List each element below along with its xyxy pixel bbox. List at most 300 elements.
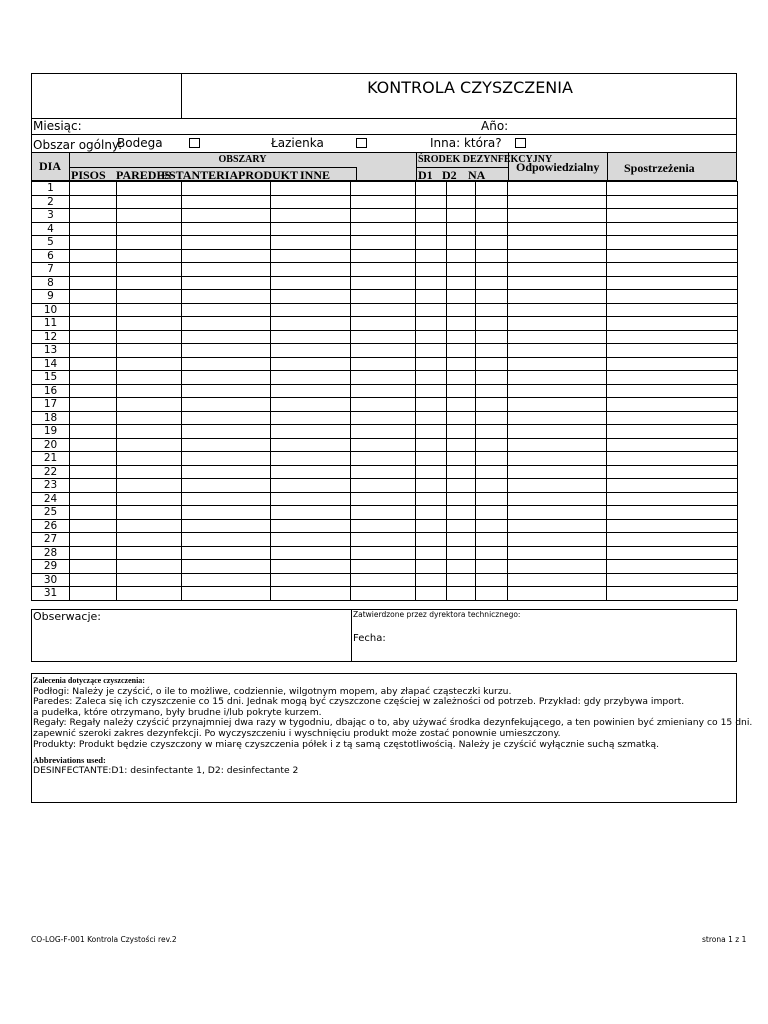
entry-cell[interactable] <box>117 519 182 533</box>
entry-cell[interactable] <box>117 560 182 574</box>
entry-cell[interactable] <box>271 249 351 263</box>
entry-cell[interactable] <box>351 425 416 439</box>
entry-cell[interactable] <box>70 587 117 601</box>
entry-cell[interactable] <box>182 344 271 358</box>
entry-cell[interactable] <box>117 398 182 412</box>
entry-cell[interactable] <box>70 222 117 236</box>
entry-cell[interactable] <box>351 465 416 479</box>
entry-cell[interactable] <box>447 573 476 587</box>
entry-cell[interactable] <box>416 344 447 358</box>
entry-cell[interactable] <box>476 344 508 358</box>
entry-cell[interactable] <box>476 303 508 317</box>
entry-cell[interactable] <box>447 222 476 236</box>
entry-cell[interactable] <box>271 384 351 398</box>
entry-cell[interactable] <box>447 249 476 263</box>
entry-cell[interactable] <box>476 384 508 398</box>
entry-cell[interactable] <box>70 465 117 479</box>
entry-cell[interactable] <box>607 371 738 385</box>
entry-cell[interactable] <box>476 317 508 331</box>
entry-cell[interactable] <box>117 249 182 263</box>
entry-cell[interactable] <box>607 384 738 398</box>
entry-cell[interactable] <box>351 371 416 385</box>
entry-cell[interactable] <box>271 195 351 209</box>
entry-cell[interactable] <box>117 546 182 560</box>
entry-cell[interactable] <box>182 411 271 425</box>
entry-cell[interactable] <box>508 249 607 263</box>
entry-cell[interactable] <box>271 276 351 290</box>
entry-cell[interactable] <box>508 357 607 371</box>
entry-cell[interactable] <box>476 533 508 547</box>
entry-cell[interactable] <box>271 546 351 560</box>
entry-cell[interactable] <box>70 573 117 587</box>
entry-cell[interactable] <box>271 492 351 506</box>
entry-cell[interactable] <box>447 290 476 304</box>
entry-cell[interactable] <box>182 249 271 263</box>
entry-cell[interactable] <box>182 452 271 466</box>
entry-cell[interactable] <box>508 371 607 385</box>
entry-cell[interactable] <box>351 533 416 547</box>
entry-cell[interactable] <box>70 519 117 533</box>
entry-cell[interactable] <box>182 492 271 506</box>
entry-cell[interactable] <box>70 560 117 574</box>
entry-cell[interactable] <box>607 533 738 547</box>
entry-cell[interactable] <box>476 560 508 574</box>
entry-cell[interactable] <box>70 344 117 358</box>
entry-cell[interactable] <box>351 222 416 236</box>
entry-cell[interactable] <box>447 411 476 425</box>
area-option-other-checkbox[interactable] <box>515 138 526 148</box>
entry-cell[interactable] <box>70 303 117 317</box>
entry-cell[interactable] <box>447 560 476 574</box>
entry-cell[interactable] <box>447 371 476 385</box>
entry-cell[interactable] <box>508 290 607 304</box>
entry-cell[interactable] <box>447 533 476 547</box>
entry-cell[interactable] <box>70 236 117 250</box>
entry-cell[interactable] <box>607 398 738 412</box>
entry-cell[interactable] <box>351 276 416 290</box>
entry-cell[interactable] <box>447 276 476 290</box>
entry-cell[interactable] <box>607 182 738 196</box>
entry-cell[interactable] <box>70 290 117 304</box>
entry-cell[interactable] <box>508 263 607 277</box>
entry-cell[interactable] <box>607 290 738 304</box>
entry-cell[interactable] <box>508 317 607 331</box>
entry-cell[interactable] <box>416 209 447 223</box>
entry-cell[interactable] <box>607 452 738 466</box>
entry-cell[interactable] <box>271 344 351 358</box>
entry-cell[interactable] <box>117 573 182 587</box>
entry-cell[interactable] <box>351 546 416 560</box>
entry-cell[interactable] <box>476 546 508 560</box>
entry-cell[interactable] <box>351 357 416 371</box>
entry-cell[interactable] <box>447 209 476 223</box>
entry-cell[interactable] <box>117 317 182 331</box>
entry-cell[interactable] <box>447 465 476 479</box>
entry-cell[interactable] <box>607 344 738 358</box>
entry-cell[interactable] <box>351 330 416 344</box>
entry-cell[interactable] <box>70 249 117 263</box>
entry-cell[interactable] <box>117 492 182 506</box>
entry-cell[interactable] <box>447 195 476 209</box>
entry-cell[interactable] <box>476 236 508 250</box>
entry-cell[interactable] <box>476 479 508 493</box>
entry-cell[interactable] <box>271 425 351 439</box>
entry-cell[interactable] <box>117 411 182 425</box>
entry-cell[interactable] <box>271 465 351 479</box>
entry-cell[interactable] <box>117 371 182 385</box>
entry-cell[interactable] <box>476 411 508 425</box>
entry-cell[interactable] <box>476 371 508 385</box>
entry-cell[interactable] <box>476 357 508 371</box>
entry-cell[interactable] <box>271 371 351 385</box>
entry-cell[interactable] <box>508 236 607 250</box>
entry-cell[interactable] <box>476 398 508 412</box>
entry-cell[interactable] <box>117 236 182 250</box>
entry-cell[interactable] <box>70 330 117 344</box>
entry-cell[interactable] <box>182 330 271 344</box>
entry-cell[interactable] <box>351 492 416 506</box>
entry-cell[interactable] <box>508 195 607 209</box>
entry-cell[interactable] <box>117 533 182 547</box>
entry-cell[interactable] <box>476 519 508 533</box>
entry-cell[interactable] <box>182 276 271 290</box>
entry-cell[interactable] <box>271 222 351 236</box>
entry-cell[interactable] <box>182 425 271 439</box>
entry-cell[interactable] <box>607 438 738 452</box>
entry-cell[interactable] <box>351 573 416 587</box>
entry-cell[interactable] <box>351 195 416 209</box>
entry-cell[interactable] <box>447 479 476 493</box>
entry-cell[interactable] <box>508 344 607 358</box>
entry-cell[interactable] <box>182 587 271 601</box>
entry-cell[interactable] <box>447 506 476 520</box>
entry-cell[interactable] <box>351 317 416 331</box>
entry-cell[interactable] <box>351 479 416 493</box>
entry-cell[interactable] <box>607 276 738 290</box>
entry-cell[interactable] <box>271 506 351 520</box>
entry-cell[interactable] <box>117 425 182 439</box>
entry-cell[interactable] <box>70 452 117 466</box>
entry-cell[interactable] <box>351 290 416 304</box>
entry-cell[interactable] <box>508 587 607 601</box>
entry-cell[interactable] <box>271 411 351 425</box>
entry-cell[interactable] <box>508 479 607 493</box>
entry-cell[interactable] <box>271 236 351 250</box>
entry-cell[interactable] <box>271 533 351 547</box>
entry-cell[interactable] <box>607 209 738 223</box>
entry-cell[interactable] <box>70 182 117 196</box>
entry-cell[interactable] <box>351 398 416 412</box>
entry-cell[interactable] <box>117 303 182 317</box>
entry-cell[interactable] <box>476 573 508 587</box>
entry-cell[interactable] <box>447 425 476 439</box>
entry-cell[interactable] <box>416 249 447 263</box>
entry-cell[interactable] <box>70 411 117 425</box>
entry-cell[interactable] <box>182 371 271 385</box>
entry-cell[interactable] <box>351 182 416 196</box>
entry-cell[interactable] <box>271 560 351 574</box>
entry-cell[interactable] <box>416 195 447 209</box>
entry-cell[interactable] <box>447 546 476 560</box>
entry-cell[interactable] <box>447 303 476 317</box>
entry-cell[interactable] <box>447 398 476 412</box>
entry-cell[interactable] <box>70 263 117 277</box>
entry-cell[interactable] <box>70 506 117 520</box>
entry-cell[interactable] <box>607 425 738 439</box>
entry-cell[interactable] <box>271 209 351 223</box>
entry-cell[interactable] <box>182 357 271 371</box>
entry-cell[interactable] <box>508 209 607 223</box>
entry-cell[interactable] <box>476 209 508 223</box>
entry-cell[interactable] <box>70 371 117 385</box>
entry-cell[interactable] <box>70 492 117 506</box>
entry-cell[interactable] <box>508 465 607 479</box>
entry-cell[interactable] <box>607 519 738 533</box>
entry-cell[interactable] <box>271 357 351 371</box>
entry-cell[interactable] <box>271 303 351 317</box>
entry-cell[interactable] <box>416 357 447 371</box>
entry-cell[interactable] <box>351 236 416 250</box>
entry-cell[interactable] <box>351 438 416 452</box>
entry-cell[interactable] <box>607 573 738 587</box>
entry-cell[interactable] <box>351 384 416 398</box>
entry-cell[interactable] <box>416 425 447 439</box>
entry-cell[interactable] <box>117 587 182 601</box>
entry-cell[interactable] <box>416 290 447 304</box>
entry-cell[interactable] <box>70 384 117 398</box>
entry-cell[interactable] <box>508 573 607 587</box>
entry-cell[interactable] <box>70 209 117 223</box>
entry-cell[interactable] <box>508 519 607 533</box>
entry-cell[interactable] <box>447 438 476 452</box>
entry-cell[interactable] <box>447 519 476 533</box>
entry-cell[interactable] <box>182 236 271 250</box>
entry-cell[interactable] <box>271 587 351 601</box>
entry-cell[interactable] <box>351 411 416 425</box>
entry-cell[interactable] <box>117 465 182 479</box>
entry-cell[interactable] <box>182 533 271 547</box>
entry-cell[interactable] <box>416 398 447 412</box>
entry-cell[interactable] <box>182 384 271 398</box>
entry-cell[interactable] <box>416 573 447 587</box>
entry-cell[interactable] <box>182 222 271 236</box>
entry-cell[interactable] <box>416 438 447 452</box>
entry-cell[interactable] <box>416 465 447 479</box>
entry-cell[interactable] <box>271 479 351 493</box>
area-option-bodega-checkbox[interactable] <box>189 138 200 148</box>
entry-cell[interactable] <box>182 573 271 587</box>
entry-cell[interactable] <box>607 506 738 520</box>
entry-cell[interactable] <box>508 398 607 412</box>
entry-cell[interactable] <box>416 533 447 547</box>
entry-cell[interactable] <box>416 506 447 520</box>
entry-cell[interactable] <box>476 465 508 479</box>
entry-cell[interactable] <box>70 357 117 371</box>
entry-cell[interactable] <box>271 290 351 304</box>
entry-cell[interactable] <box>416 452 447 466</box>
entry-cell[interactable] <box>476 249 508 263</box>
entry-cell[interactable] <box>447 357 476 371</box>
entry-cell[interactable] <box>508 276 607 290</box>
entry-cell[interactable] <box>416 236 447 250</box>
entry-cell[interactable] <box>607 479 738 493</box>
entry-cell[interactable] <box>476 263 508 277</box>
entry-cell[interactable] <box>117 344 182 358</box>
entry-cell[interactable] <box>476 587 508 601</box>
entry-cell[interactable] <box>271 438 351 452</box>
entry-cell[interactable] <box>416 546 447 560</box>
entry-cell[interactable] <box>607 492 738 506</box>
entry-cell[interactable] <box>117 438 182 452</box>
entry-cell[interactable] <box>70 533 117 547</box>
entry-cell[interactable] <box>607 357 738 371</box>
entry-cell[interactable] <box>182 263 271 277</box>
entry-cell[interactable] <box>351 452 416 466</box>
entry-cell[interactable] <box>607 263 738 277</box>
entry-cell[interactable] <box>508 438 607 452</box>
entry-cell[interactable] <box>117 479 182 493</box>
entry-cell[interactable] <box>508 330 607 344</box>
entry-cell[interactable] <box>271 182 351 196</box>
entry-cell[interactable] <box>271 519 351 533</box>
entry-cell[interactable] <box>117 506 182 520</box>
entry-cell[interactable] <box>182 209 271 223</box>
entry-cell[interactable] <box>607 546 738 560</box>
entry-cell[interactable] <box>508 425 607 439</box>
entry-cell[interactable] <box>351 519 416 533</box>
entry-cell[interactable] <box>476 438 508 452</box>
entry-cell[interactable] <box>447 317 476 331</box>
entry-cell[interactable] <box>271 398 351 412</box>
entry-cell[interactable] <box>416 330 447 344</box>
entry-cell[interactable] <box>182 560 271 574</box>
entry-cell[interactable] <box>476 452 508 466</box>
entry-cell[interactable] <box>351 263 416 277</box>
entry-cell[interactable] <box>607 303 738 317</box>
entry-cell[interactable] <box>182 317 271 331</box>
entry-cell[interactable] <box>117 452 182 466</box>
entry-cell[interactable] <box>416 276 447 290</box>
entry-cell[interactable] <box>476 290 508 304</box>
entry-cell[interactable] <box>508 182 607 196</box>
entry-cell[interactable] <box>117 195 182 209</box>
entry-cell[interactable] <box>70 398 117 412</box>
entry-cell[interactable] <box>447 330 476 344</box>
entry-cell[interactable] <box>182 195 271 209</box>
entry-cell[interactable] <box>70 546 117 560</box>
entry-cell[interactable] <box>476 425 508 439</box>
entry-cell[interactable] <box>607 236 738 250</box>
entry-cell[interactable] <box>70 317 117 331</box>
entry-cell[interactable] <box>508 492 607 506</box>
entry-cell[interactable] <box>416 519 447 533</box>
entry-cell[interactable] <box>117 384 182 398</box>
entry-cell[interactable] <box>447 452 476 466</box>
entry-cell[interactable] <box>416 411 447 425</box>
entry-cell[interactable] <box>476 276 508 290</box>
entry-cell[interactable] <box>508 384 607 398</box>
entry-cell[interactable] <box>607 330 738 344</box>
entry-cell[interactable] <box>117 182 182 196</box>
entry-cell[interactable] <box>182 479 271 493</box>
entry-cell[interactable] <box>476 330 508 344</box>
entry-cell[interactable] <box>607 249 738 263</box>
entry-cell[interactable] <box>117 222 182 236</box>
entry-cell[interactable] <box>607 317 738 331</box>
area-option-bathroom-checkbox[interactable] <box>356 138 367 148</box>
entry-cell[interactable] <box>508 222 607 236</box>
entry-cell[interactable] <box>182 506 271 520</box>
entry-cell[interactable] <box>416 479 447 493</box>
entry-cell[interactable] <box>271 330 351 344</box>
entry-cell[interactable] <box>447 492 476 506</box>
entry-cell[interactable] <box>607 411 738 425</box>
entry-cell[interactable] <box>476 182 508 196</box>
entry-cell[interactable] <box>508 452 607 466</box>
entry-cell[interactable] <box>351 560 416 574</box>
entry-cell[interactable] <box>351 344 416 358</box>
entry-cell[interactable] <box>182 290 271 304</box>
entry-cell[interactable] <box>351 587 416 601</box>
entry-cell[interactable] <box>447 344 476 358</box>
entry-cell[interactable] <box>70 425 117 439</box>
entry-cell[interactable] <box>70 195 117 209</box>
entry-cell[interactable] <box>271 317 351 331</box>
entry-cell[interactable] <box>416 263 447 277</box>
entry-cell[interactable] <box>607 587 738 601</box>
entry-cell[interactable] <box>476 506 508 520</box>
entry-cell[interactable] <box>182 398 271 412</box>
entry-cell[interactable] <box>416 587 447 601</box>
entry-cell[interactable] <box>117 290 182 304</box>
entry-cell[interactable] <box>351 303 416 317</box>
entry-cell[interactable] <box>447 587 476 601</box>
entry-cell[interactable] <box>182 519 271 533</box>
entry-cell[interactable] <box>117 276 182 290</box>
entry-cell[interactable] <box>607 465 738 479</box>
entry-cell[interactable] <box>117 209 182 223</box>
entry-cell[interactable] <box>182 546 271 560</box>
entry-cell[interactable] <box>117 263 182 277</box>
entry-cell[interactable] <box>182 438 271 452</box>
entry-cell[interactable] <box>447 263 476 277</box>
entry-cell[interactable] <box>117 357 182 371</box>
entry-cell[interactable] <box>508 411 607 425</box>
entry-cell[interactable] <box>476 492 508 506</box>
entry-cell[interactable] <box>416 222 447 236</box>
entry-cell[interactable] <box>70 479 117 493</box>
entry-cell[interactable] <box>476 195 508 209</box>
entry-cell[interactable] <box>447 384 476 398</box>
entry-cell[interactable] <box>271 452 351 466</box>
entry-cell[interactable] <box>607 560 738 574</box>
entry-cell[interactable] <box>416 317 447 331</box>
entry-cell[interactable] <box>607 222 738 236</box>
entry-cell[interactable] <box>508 506 607 520</box>
entry-cell[interactable] <box>351 209 416 223</box>
entry-cell[interactable] <box>447 236 476 250</box>
entry-cell[interactable] <box>416 492 447 506</box>
entry-cell[interactable] <box>476 222 508 236</box>
entry-cell[interactable] <box>416 303 447 317</box>
entry-cell[interactable] <box>182 465 271 479</box>
entry-cell[interactable] <box>607 195 738 209</box>
entry-cell[interactable] <box>447 182 476 196</box>
entry-cell[interactable] <box>351 506 416 520</box>
entry-cell[interactable] <box>508 560 607 574</box>
entry-cell[interactable] <box>416 371 447 385</box>
entry-cell[interactable] <box>182 182 271 196</box>
